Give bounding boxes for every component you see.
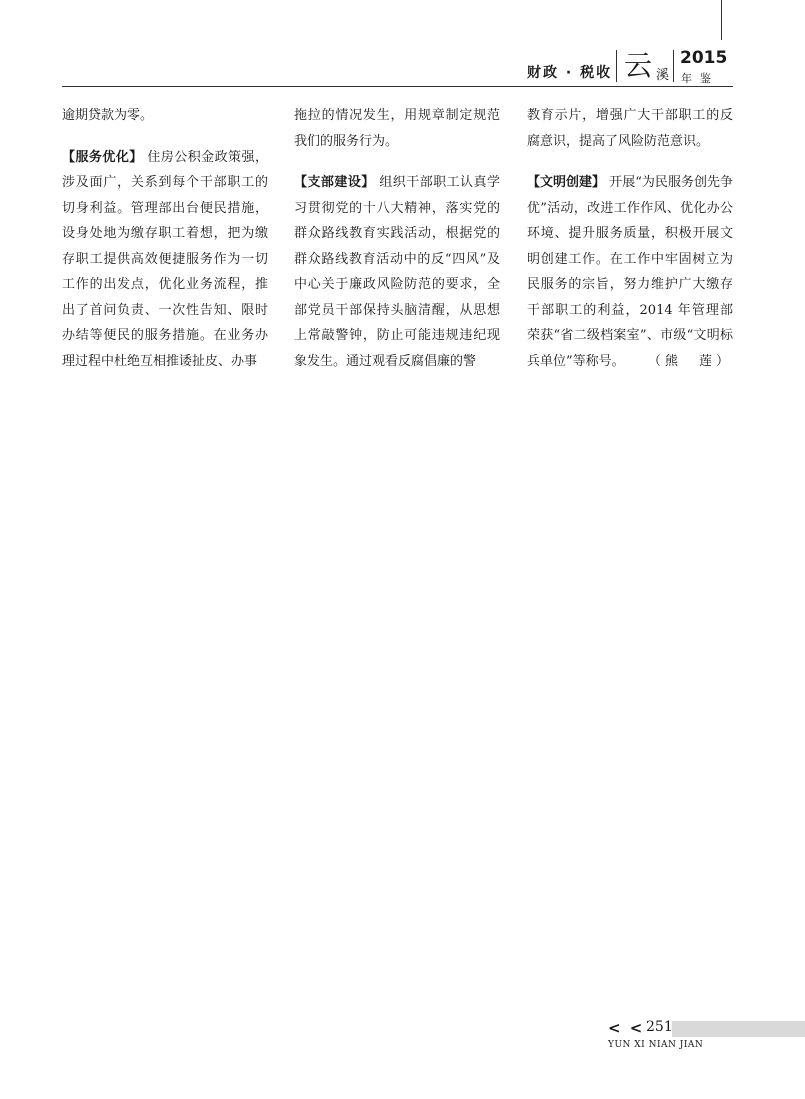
- footer-publication-name: YUN XI NIAN JIAN: [608, 1040, 704, 1050]
- paragraph: [294, 103, 500, 154]
- yearbook-label: 年鉴: [681, 72, 719, 85]
- paragraph-text: 开展“为民服务创先争优”活动，改进工作作风、优化办公环境、提升服务质量，积极开展文明创建工作。在工作中牢固树立为民服务的宗旨，努力维护广大缴存干部职工的利益，2014 年管理部荣获“省二级档案室”、市级“文明标兵单位”等称号。: [527, 175, 733, 369]
- brand-separator: [673, 50, 674, 82]
- paragraph: [527, 103, 733, 154]
- page-number: 251: [646, 1019, 673, 1035]
- paragraph-text: 住房公积金政策强，涉及面广，关系到每个干部职工的切身利益。管理部出台便民措施，设身处地为缴存职工着想，把为缴存职工提供高效便捷服务作为一切工作的出发点，优化业务流程，推出了首问负责、一次性告知、限时办结等便民的服务措施。在业务办理过程中杜绝互相推诿扯皮、办事: [62, 149, 268, 369]
- section-label: 财政 · 税收: [527, 65, 613, 81]
- header-vertical-rule: [721, 0, 722, 40]
- paragraph-text: 组织干部职工认真学习贯彻党的十八大精神，落实党的群众路线教育实践活动，根据党的群众路线教育活动中的反“四风”及中心关于廉政风险防范的要求，全部党员干部保持头脑清醒，从思想上常敲警钟，防止可能违规违纪现象发生。通过观看反腐倡廉的警: [294, 175, 500, 369]
- brand-logo-small: 溪: [656, 68, 670, 83]
- paragraph-text: 逾期贷款为零。: [62, 108, 154, 123]
- section-tag: 【支部建设】: [294, 175, 375, 190]
- author-credit: （熊 莲）: [647, 353, 733, 369]
- footer-bar: [672, 1021, 805, 1037]
- text-column-1: [62, 103, 268, 374]
- paragraph: [294, 170, 500, 374]
- brand-logo-big: 云: [624, 49, 653, 82]
- brand-separator: [616, 50, 617, 82]
- section-tag: 【文明创建】: [527, 175, 606, 190]
- text-column-2: [294, 103, 500, 374]
- paragraph-text: 拖拉的情况发生，用规章制定规范我们的服务行为。: [294, 108, 500, 149]
- yearbook-year: 2015: [680, 48, 728, 68]
- paragraph-text: 教育示片，增强广大干部职工的反腐意识，提高了风险防范意识。: [527, 108, 733, 149]
- paragraph: [62, 145, 268, 375]
- footer-arrows: < <: [608, 1019, 645, 1037]
- section-tag: 【服务优化】: [62, 149, 143, 165]
- text-column-3: [527, 103, 733, 374]
- header-rule: [62, 86, 733, 87]
- paragraph: [527, 170, 733, 374]
- paragraph: [62, 103, 268, 129]
